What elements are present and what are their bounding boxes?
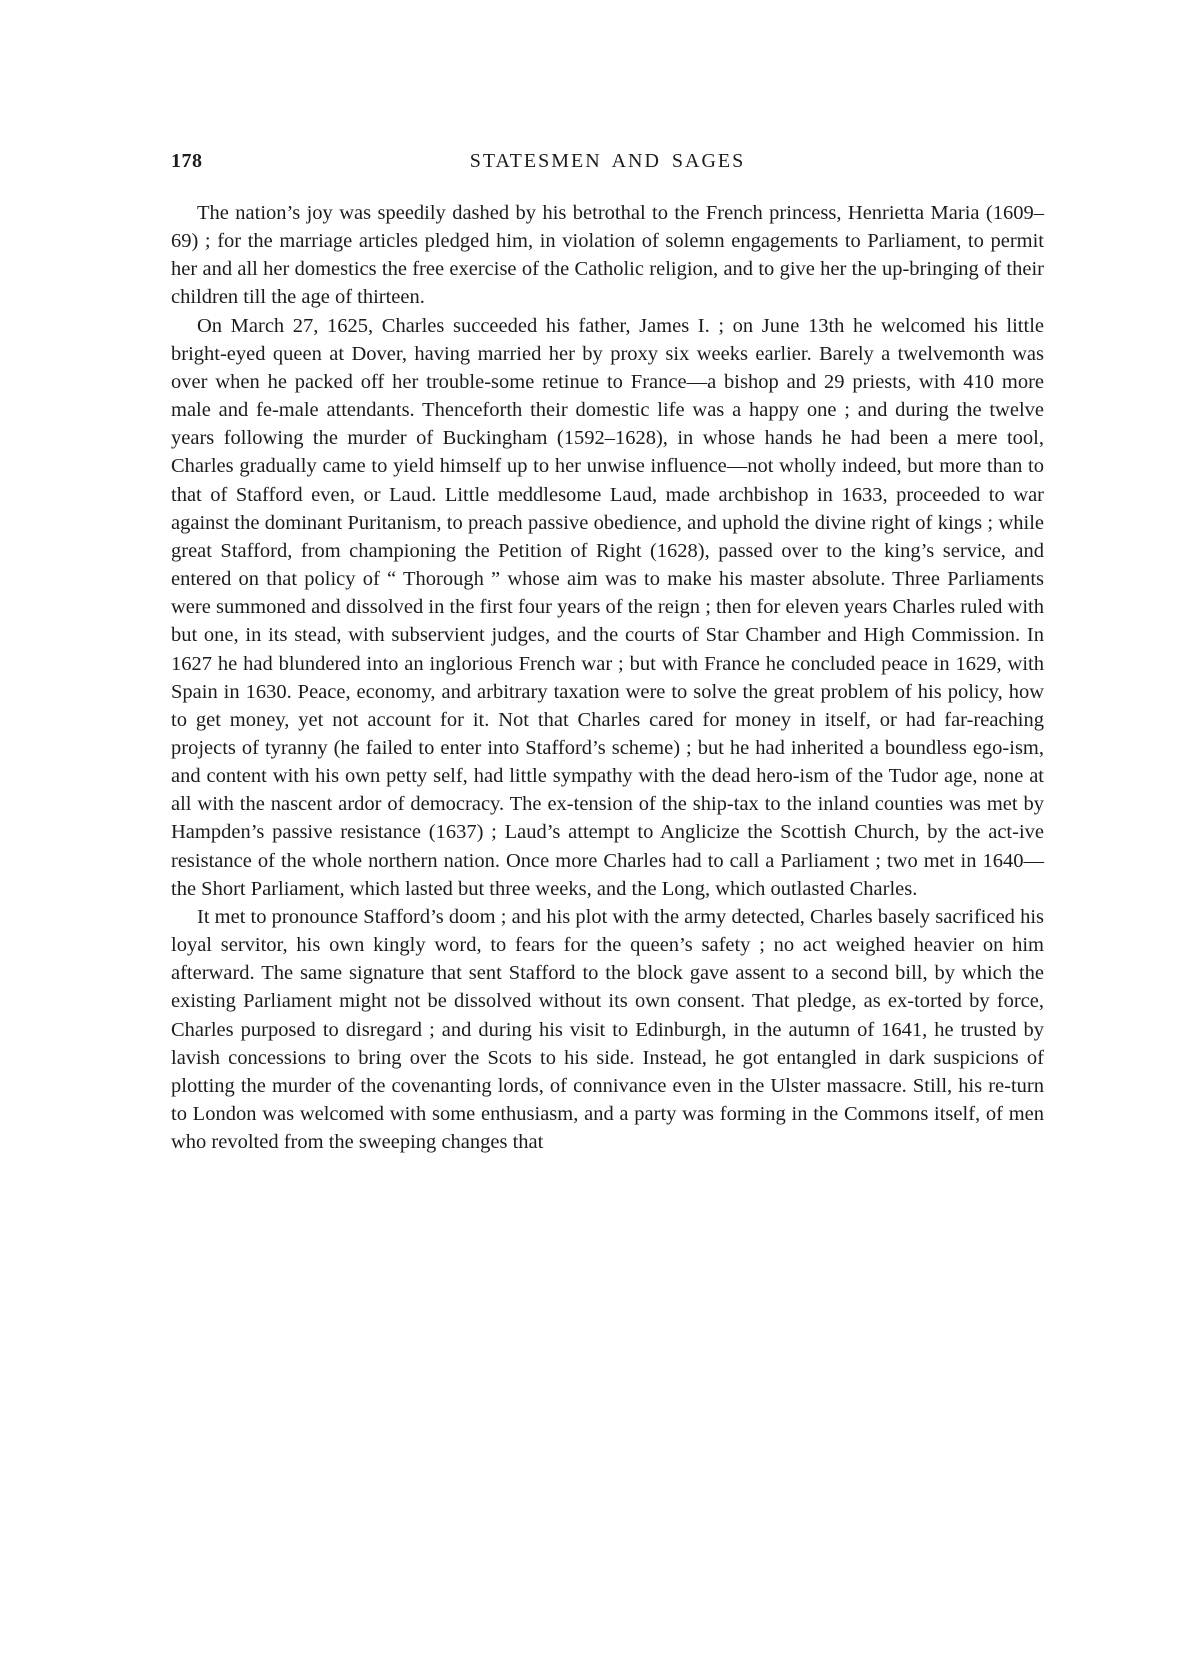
body-text <box>171 199 1044 1156</box>
page-number: 178 <box>171 150 203 172</box>
running-head <box>171 150 1044 180</box>
paragraph-betrothal: The nation’s joy was speedily dashed by his betrothal to the French princess, Henrietta Maria (1609–69) ; for the marriage articles pledged him, in violation of solemn engagements to Parliament, to permit her and all her domestics the free exercise of the Catholic religion, and to give her the up-bringing of their children till the age of thirteen. <box>171 202 1044 309</box>
paragraph-stafford-doom: It met to pronounce Stafford’s doom ; and his plot with the army detected, Charles basely sacrificed his loyal servitor, his own kingly word, to fears for the queen’s safety ; no act weighed heavier on him afterward. The same signature that sent Stafford to the block gave assent to a second bill, by which the existing Parliament might not be dissolved without its own consent. That pledge, as ex-torted by force, Charles purposed to disregard ; and during his visit to Edinburgh, in the autumn of 1641, he trusted by lavish concessions to bring over the Scots to his side. Instead, he got entangled in dark suspicions of plotting the murder of the covenanting lords, of connivance even in the Ulster massacre. Still, his re-turn to London was welcomed with some enthusiasm, and a party was forming in the Commons itself, of men who revolted from the sweeping changes that <box>171 905 1044 1154</box>
paragraph-reign: On March 27, 1625, Charles succeeded his father, James I. ; on June 13th he welcomed his little bright-eyed queen at Dover, having married her by proxy six weeks earlier. Barely a twelvemonth was over when he packed off her trouble-some retinue to France—a bishop and 29 priests, with 410 more male and fe-male attendants. Thenceforth their domestic life was a happy one ; and during the twelve years following the murder of Buckingham (1592–1628), in whose hands he had been a mere tool, Charles gradually came to yield himself up to her unwise influence—not wholly indeed, but more than to that of Stafford even, or Laud. Little meddlesome Laud, made archbishop in 1633, proceeded to war against the dominant Puritanism, to preach passive obedience, and uphold the divine right of kings ; while great Stafford, from championing the Petition of Right (1628), passed over to the king’s service, and entered on that policy of “ Thorough ” whose aim was to make his master absolute. Three Parliaments were summoned and dissolved in the first four years of the reign ; then for eleven years Charles ruled with but one, in its stead, with subservient judges, and the courts of Star Chamber and High Commission. In 1627 he had blundered into an inglorious French war ; but with France he concluded peace in 1629, with Spain in 1630. Peace, economy, and arbitrary taxation were to solve the great problem of his policy, how to get money, yet not account for it. Not that Charles cared for money in itself, or had far-reaching projects of tyranny (he failed to enter into Stafford’s scheme) ; but he had inherited a boundless ego-ism, and content with his own petty self, had little sympathy with the dead hero-ism of the Tudor age, none at all with the nascent ardor of democracy. The ex-tension of the ship-tax to the inland counties was met by Hampden’s passive resistance (1637) ; Laud’s attempt to Anglicize the Scottish Church, by the act-ive resistance of the whole northern nation. Once more Charles had to call a Parliament ; two met in 1640—the Short Parliament, which lasted but three weeks, and the Long, which outlasted Charles. <box>171 314 1044 900</box>
running-title: STATESMEN AND SAGES <box>469 150 746 172</box>
